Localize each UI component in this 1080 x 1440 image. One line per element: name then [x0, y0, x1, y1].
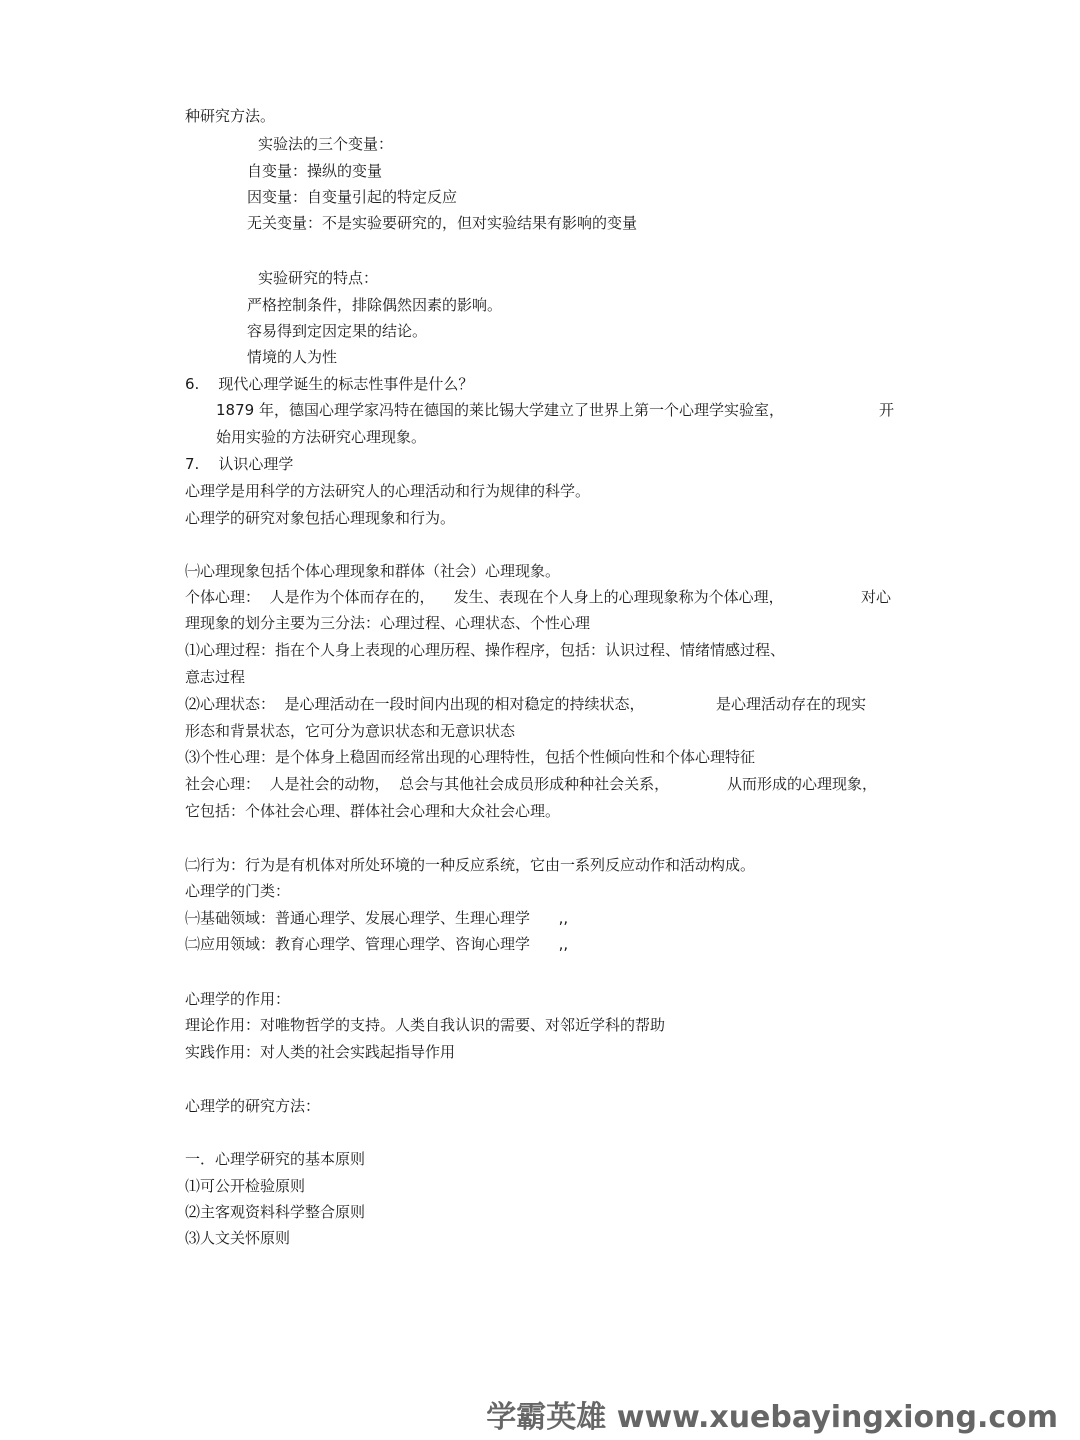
- text-line: 一．心理学研究的基本原则: [185, 1150, 366, 1168]
- watermark: 学霸英雄 www.xuebayingxiong.com: [486, 1400, 1058, 1435]
- text-line: 理现象的划分主要为三分法：心理过程、心理状态、个性心理: [185, 614, 591, 632]
- text-line: 无关变量：不是实验要研究的，但对实验结果有影响的变量: [247, 214, 638, 232]
- text-line: 形态和背景状态，它可分为意识状态和无意识状态: [185, 722, 516, 740]
- text-line: ⑶个性心理：是个体身上稳固而经常出现的心理特性，包括个性倾向性和个体心理特征: [185, 748, 756, 766]
- text-line: 实验研究的特点：: [258, 269, 379, 287]
- text-line: 理论作用：对唯物哲学的支持。人类自我认识的需要、对邻近学科的帮助: [185, 1016, 666, 1034]
- text-line: ㈠心理现象包括个体心理现象和群体（社会）心理现象。: [185, 562, 561, 580]
- text-line: 实践作用：对人类的社会实践起指导作用: [185, 1043, 456, 1061]
- text-line: 自变量：操纵的变量: [247, 162, 383, 180]
- text-line: 心理学的门类：: [185, 882, 291, 900]
- text-line: 对心: [861, 588, 892, 606]
- text-line: 从而形成的心理现象，: [727, 775, 878, 793]
- text-line: 心理学的研究方法：: [185, 1097, 321, 1115]
- text-line: 情境的人为性: [247, 348, 338, 366]
- text-line: ㈡行为：行为是有机体对所处环境的一种反应系统，它由一系列反应动作和活动构成。: [185, 856, 756, 874]
- text-line: 实验法的三个变量：: [258, 135, 394, 153]
- text-line: 是心理活动存在的现实: [716, 695, 867, 713]
- text-line: ㈡应用领域：教育心理学、管理心理学、咨询心理学 ,,: [185, 935, 569, 953]
- text-line: 心理学的作用：: [185, 990, 291, 1008]
- text-line: 开: [879, 401, 895, 419]
- text-line: 6. 现代心理学诞生的标志性事件是什么？: [185, 375, 474, 393]
- text-line: ⑵心理状态： 是心理活动在一段时间内出现的相对稳定的持续状态，: [185, 695, 645, 713]
- text-line: 个体心理： 人是作为个体而存在的， 发生、表现在个人身上的心理现象称为个体心理，: [185, 588, 784, 606]
- text-line: 7. 认识心理学: [185, 455, 294, 473]
- text-line: ⑶人文关怀原则: [185, 1229, 291, 1247]
- text-line: 种研究方法。: [185, 107, 276, 125]
- text-line: 意志过程: [185, 668, 246, 686]
- text-line: ㈠基础领域：普通心理学、发展心理学、生理心理学 ,,: [185, 909, 569, 927]
- text-line: 严格控制条件，排除偶然因素的影响。: [247, 296, 503, 314]
- text-line: 心理学是用科学的方法研究人的心理活动和行为规律的科学。: [185, 482, 591, 500]
- text-line: 它包括：个体社会心理、群体社会心理和大众社会心理。: [185, 802, 561, 820]
- text-line: 因变量：自变量引起的特定反应: [247, 188, 458, 206]
- text-line: ⑴可公开检验原则: [185, 1177, 306, 1195]
- text-line: 心理学的研究对象包括心理现象和行为。: [185, 509, 456, 527]
- text-line: 容易得到定因定果的结论。: [247, 322, 428, 340]
- text-line: 1879 年，德国心理学家冯特在德国的莱比锡大学建立了世界上第一个心理学实验室，: [216, 401, 784, 419]
- text-line: ⑴心理过程：指在个人身上表现的心理历程、操作程序，包括：认识过程、情绪情感过程、: [185, 641, 786, 659]
- text-line: ⑵主客观资料科学整合原则: [185, 1203, 366, 1221]
- text-line: 社会心理： 人是社会的动物， 总会与其他社会成员形成种种社会关系，: [185, 775, 670, 793]
- text-line: 始用实验的方法研究心理现象。: [216, 428, 427, 446]
